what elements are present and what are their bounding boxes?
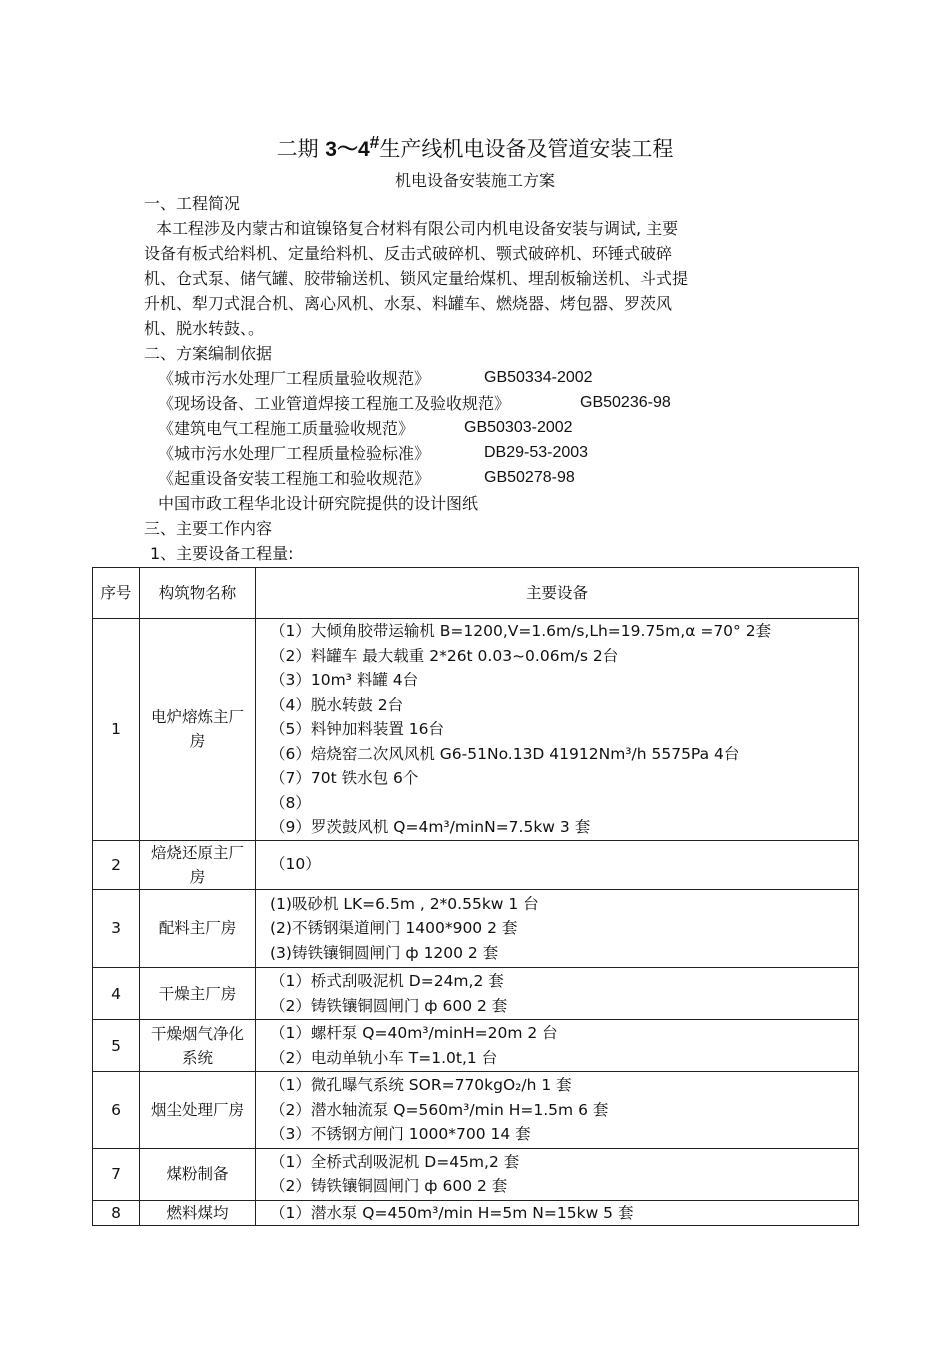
title-prefix: 二期 [276,137,319,161]
header-equipment: 主要设备 [256,568,859,619]
equipment-cell [256,1072,859,1149]
equipment-cell [256,840,859,889]
equipment-item: （1）桥式刮吸泥机 D=24m,2 套 [270,972,504,990]
row-number: 6 [93,1072,140,1149]
table-row [93,1020,859,1072]
table-row [93,968,859,1020]
overview-line: 本工程涉及内蒙古和谊镍铬复合材料有限公司内机电设备安装与调试, 主要 [156,219,679,238]
row-number: 1 [93,619,140,841]
equipment-item: （2）料罐车 最大载重 2*26t 0.03~0.06m/s 2台 [270,646,619,665]
section-heading-work: 三、主要工作内容 [144,519,273,538]
structure-name: 焙烧还原主厂房 [140,840,256,889]
header-name: 构筑物名称 [140,568,256,619]
structure-name: 干燥烟气净化系统 [140,1020,256,1072]
equipment-cell [256,1200,859,1226]
equipment-item: （1）微孔曝气系统 SOR=770kgO₂/h 1 套 [270,1076,572,1094]
section-heading-basis: 二、方案编制依据 [144,344,273,363]
structure-name: 配料主厂房 [140,889,256,968]
equipment-item: （1）全桥式刮吸泥机 D=45m,2 套 [270,1152,520,1171]
standard-name: 《建筑电气工程施工质量验收规范》 [158,419,415,438]
structure-name: 干燥主厂房 [140,968,256,1020]
table-row [93,1072,859,1149]
standard-name: 《城市污水处理厂工程质量验收规范》 [158,369,431,388]
table-row [93,1200,859,1226]
equipment-item: （6）焙烧窑二次风风机 G6-51No.13D 41912Nm³/h 5575Pa 4台 [270,744,740,763]
overview-line: 设备有板式给料机、定量给料机、反击式破碎机、颚式破碎机、环锤式破碎 [144,244,673,263]
standard-code: GB50303-2002 [464,419,573,436]
equipment-item: （8） [270,793,311,812]
equipment-item: （2）铸铁镶铜圆闸门 ф 600 2 套 [270,996,508,1015]
equipment-item: (1)吸砂机 LK=6.5m , 2*0.55kw 1 台 [270,894,539,913]
table-body [93,619,859,1226]
equipment-item: （5）料钟加料装置 16台 [270,720,445,738]
structure-name: 电炉熔炼主厂房 [140,619,256,841]
equipment-item: （10） [270,855,321,874]
table-row [93,1148,859,1200]
equipment-item: （3）不锈钢方闸门 1000*700 14 套 [270,1125,531,1143]
standard-code: GB50334-2002 [484,369,593,386]
equipment-item: （2）铸铁镶铜圆闸门 ф 600 2 套 [270,1177,508,1195]
table-header-row [93,568,859,619]
equipment-item: (2)不锈钢渠道闸门 1400*900 2 套 [270,919,518,937]
standard-code: GB50278-98 [484,469,575,486]
table-row [93,840,859,889]
equipment-cell [256,968,859,1020]
overview-line: 升机、犁刀式混合机、离心风机、水泵、料罐车、燃烧器、烤包器、罗茨风 [144,294,673,313]
overview-line: 机、仓式泵、储气罐、胶带输送机、锁风定量给煤机、埋刮板输送机、斗式提 [144,269,689,288]
standard-name: 《城市污水处理厂工程质量检验标准》 [158,444,431,463]
title-superscript: # [369,132,380,152]
equipment-cell [256,889,859,968]
standard-name: 《现场设备、工业管道焊接工程施工及验收规范》 [158,394,511,413]
standard-code: DB29-53-2003 [484,444,589,461]
title-suffix: 生产线机电设备及管道安装工程 [379,137,674,161]
equipment-cell [256,1020,859,1072]
equipment-quantity-heading: 1、主要设备工程量: [150,544,294,563]
table-row [93,889,859,968]
equipment-item: （1）螺杆泵 Q=40m³/minH=20m 2 台 [270,1024,558,1042]
structure-name: 煤粉制备 [140,1148,256,1200]
equipment-item: (3)铸铁镶铜圆闸门 ф 1200 2 套 [270,943,499,962]
document-subtitle: 机电设备安装施工方案 [394,171,555,190]
row-number: 4 [93,968,140,1020]
equipment-item: （1）潜水泵 Q=450m³/min H=5m N=15kw 5 套 [270,1203,634,1222]
standard-name: 《起重设备安装工程施工和验收规范》 [158,469,431,488]
row-number: 3 [93,889,140,968]
equipment-table [92,567,859,1226]
document-title [0,128,950,164]
header-no: 序号 [93,568,140,619]
row-number: 5 [93,1020,140,1072]
equipment-item: （2）潜水轴流泵 Q=560m³/min H=1.5m 6 套 [270,1100,609,1119]
equipment-item: （2）电动单轨小车 T=1.0t,1 台 [270,1048,498,1067]
row-number: 2 [93,840,140,889]
row-number: 7 [93,1148,140,1200]
equipment-cell [256,619,859,841]
equipment-cell [256,1148,859,1200]
equipment-item: （9）罗茨鼓风机 Q=4m³/minN=7.5kw 3 套 [270,818,591,836]
equipment-item: （4）脱水转鼓 2台 [270,695,404,714]
overview-line: 机、脱水转鼓、。 [144,319,265,338]
equipment-item: （3）10m³ 料罐 4台 [270,671,419,689]
section-heading-overview: 一、工程简况 [144,194,241,213]
standard-code: GB50236-98 [580,394,671,411]
row-number: 8 [93,1200,140,1226]
table-row [93,619,859,841]
equipment-item: （1）大倾角胶带运输机 B=1200,V=1.6m/s,Lh=19.75m,α =70° 2套 [270,622,772,640]
equipment-item: （7）70t 铁水包 6个 [270,769,419,787]
structure-name: 燃料煤均 [140,1200,256,1226]
structure-name: 烟尘处理厂房 [140,1072,256,1149]
design-drawings-note: 中国市政工程华北设计研究院提供的设计图纸 [158,494,479,513]
title-line-number: 3～4 [325,138,370,161]
